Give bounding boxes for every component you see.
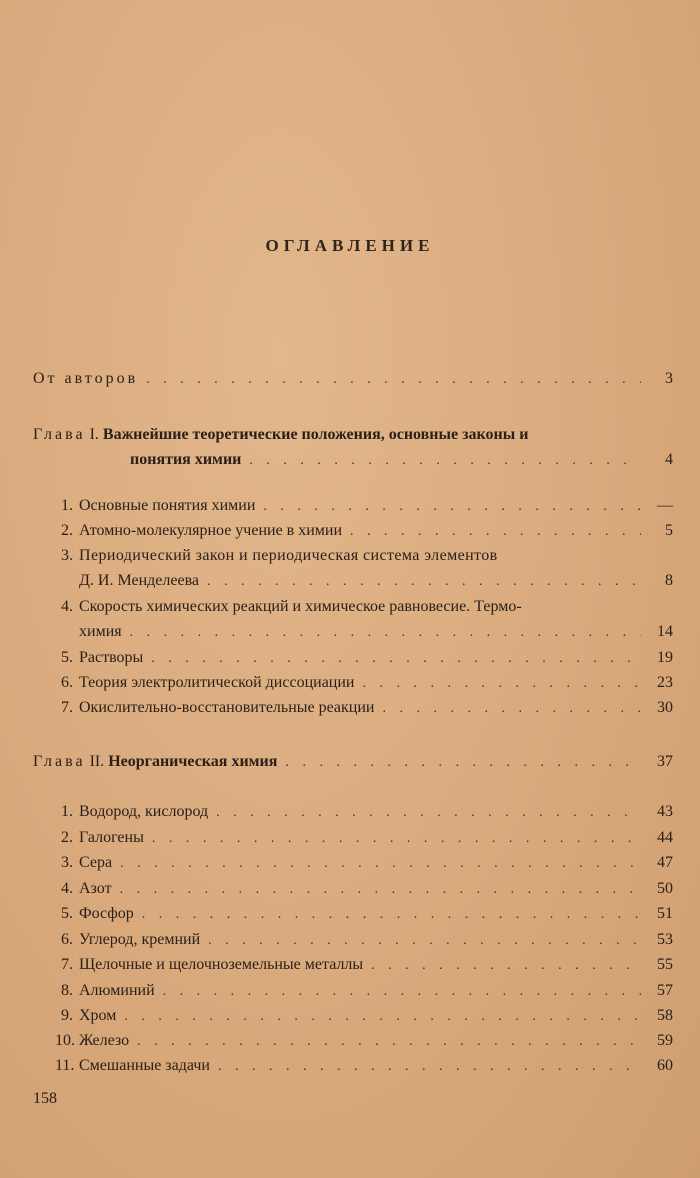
toc-entry-line1 (55, 544, 673, 568)
toc-entry-line2 (79, 620, 673, 644)
toc-entry (55, 671, 673, 695)
section-title-line1: Скорость химических реакций и химическое равновесие. Термо- (79, 598, 522, 615)
section-number: 10. (55, 1032, 75, 1049)
chapter-1-heading-line1 (33, 423, 528, 447)
section-number: 2. (61, 522, 73, 539)
entry-page: 47 (657, 854, 673, 871)
toc-entry (55, 519, 673, 543)
leader-dots (151, 647, 641, 671)
section-title: Щелочные и щелочноземельные металлы (79, 956, 364, 973)
leader-dots (285, 751, 641, 775)
section-title: Теория электролитической диссоциации (79, 674, 355, 691)
section-title: Сера (79, 854, 113, 871)
leader-dots (208, 929, 641, 953)
leader-dots (216, 801, 641, 825)
chapter-title-line1: Важнейшие теоретические положения, основные законы и (102, 426, 529, 443)
leader-dots (146, 368, 641, 392)
section-title: Железо (79, 1032, 130, 1049)
entry-page: 58 (657, 1007, 673, 1024)
leader-dots (350, 520, 641, 544)
toc-entry (55, 1004, 673, 1028)
leader-dots (120, 878, 641, 902)
toc-entry-line1 (55, 595, 673, 619)
entry-page: 8 (665, 572, 673, 589)
chapter-title: Неорганическая химия (108, 753, 278, 770)
leader-dots (142, 903, 641, 927)
chapter-1-heading-line2 (130, 448, 673, 472)
entry-page: 14 (657, 623, 673, 640)
leader-dots (218, 1055, 641, 1079)
chapter-2-heading (33, 750, 673, 774)
entry-page: 44 (657, 829, 673, 846)
toc-entry (55, 902, 673, 926)
entry-page: 3 (665, 370, 673, 387)
section-title: Галогены (79, 829, 144, 846)
toc-entry-line2 (79, 569, 673, 593)
toc-entry (55, 800, 673, 824)
entry-page: 19 (657, 649, 673, 666)
leader-dots (152, 827, 641, 851)
section-number: 4. (61, 598, 73, 615)
entry-title: От авторов (33, 370, 139, 387)
entry-page: 4 (665, 451, 673, 468)
section-number: 6. (61, 931, 73, 948)
toc-entry-authors (33, 367, 673, 391)
section-number: 9. (61, 1007, 73, 1024)
entry-page: 5 (665, 522, 673, 539)
toc-entry (55, 851, 673, 875)
section-number: 1. (61, 803, 73, 820)
entry-page: 30 (657, 699, 673, 716)
entry-page: 60 (657, 1057, 673, 1074)
entry-page: — (657, 497, 673, 514)
entry-page: 23 (657, 674, 673, 691)
leader-dots (124, 1005, 641, 1029)
chapter-prefix: Глава (33, 753, 86, 770)
section-title: Окислительно-восстановительные реакции (79, 699, 375, 716)
section-title: Алюминий (79, 982, 155, 999)
leader-dots (382, 697, 641, 721)
leader-dots (137, 1030, 641, 1054)
toc-entry (55, 494, 673, 518)
leader-dots (120, 852, 641, 876)
leader-dots (362, 672, 641, 696)
section-title: Водород, кислород (79, 803, 209, 820)
section-number: 7. (61, 699, 73, 716)
section-title: Фосфор (79, 905, 134, 922)
toc-entry (55, 1054, 673, 1078)
leader-dots (130, 621, 641, 645)
entry-page: 37 (657, 753, 673, 770)
section-number: 4. (61, 880, 73, 897)
section-title-line1: Периодический закон и периодическая система элементов (79, 547, 498, 564)
section-number: 11. (55, 1057, 75, 1074)
entry-page: 55 (657, 956, 673, 973)
section-title: Атомно-молекулярное учение в химии (79, 522, 343, 539)
entry-page: 51 (657, 905, 673, 922)
toc-entry (55, 826, 673, 850)
section-title: Углерод, кремний (79, 931, 201, 948)
section-number: 7. (61, 956, 73, 973)
section-title: Хром (79, 1007, 117, 1024)
entry-page: 59 (657, 1032, 673, 1049)
toc-entry (55, 646, 673, 670)
section-title-line2: химия (79, 623, 122, 640)
section-number: 2. (61, 829, 73, 846)
toc-entry (55, 696, 673, 720)
entry-page: 57 (657, 982, 673, 999)
section-title-line2: Д. И. Менделеева (79, 572, 200, 589)
entry-page: 43 (657, 803, 673, 820)
section-title: Основные понятия химии (79, 497, 256, 514)
section-number: 1. (61, 497, 73, 514)
toc-entry (55, 979, 673, 1003)
section-number: 5. (61, 649, 73, 666)
toc-entry (55, 953, 673, 977)
page-number: 158 (33, 1090, 57, 1107)
section-title: Азот (79, 880, 112, 897)
chapter-number: I. (89, 426, 99, 443)
leader-dots (207, 570, 641, 594)
leader-dots (371, 954, 641, 978)
toc-entry (55, 877, 673, 901)
entry-page: 53 (657, 931, 673, 948)
chapter-number: II. (89, 753, 105, 770)
toc-entry (55, 928, 673, 952)
section-number: 3. (61, 854, 73, 871)
section-number: 8. (61, 982, 73, 999)
leader-dots (163, 980, 641, 1004)
section-number: 5. (61, 905, 73, 922)
leader-dots (263, 495, 641, 519)
section-number: 3. (61, 547, 73, 564)
section-title: Растворы (79, 649, 144, 666)
section-title: Смешанные задачи (79, 1057, 210, 1074)
toc-title: ОГЛАВЛЕНИЕ (265, 236, 435, 255)
toc-entry (55, 1029, 673, 1053)
entry-page: 50 (657, 880, 673, 897)
section-number: 6. (61, 674, 73, 691)
chapter-title-line2: понятия химии (130, 451, 242, 468)
chapter-prefix: Глава (33, 426, 86, 443)
leader-dots (249, 449, 641, 473)
